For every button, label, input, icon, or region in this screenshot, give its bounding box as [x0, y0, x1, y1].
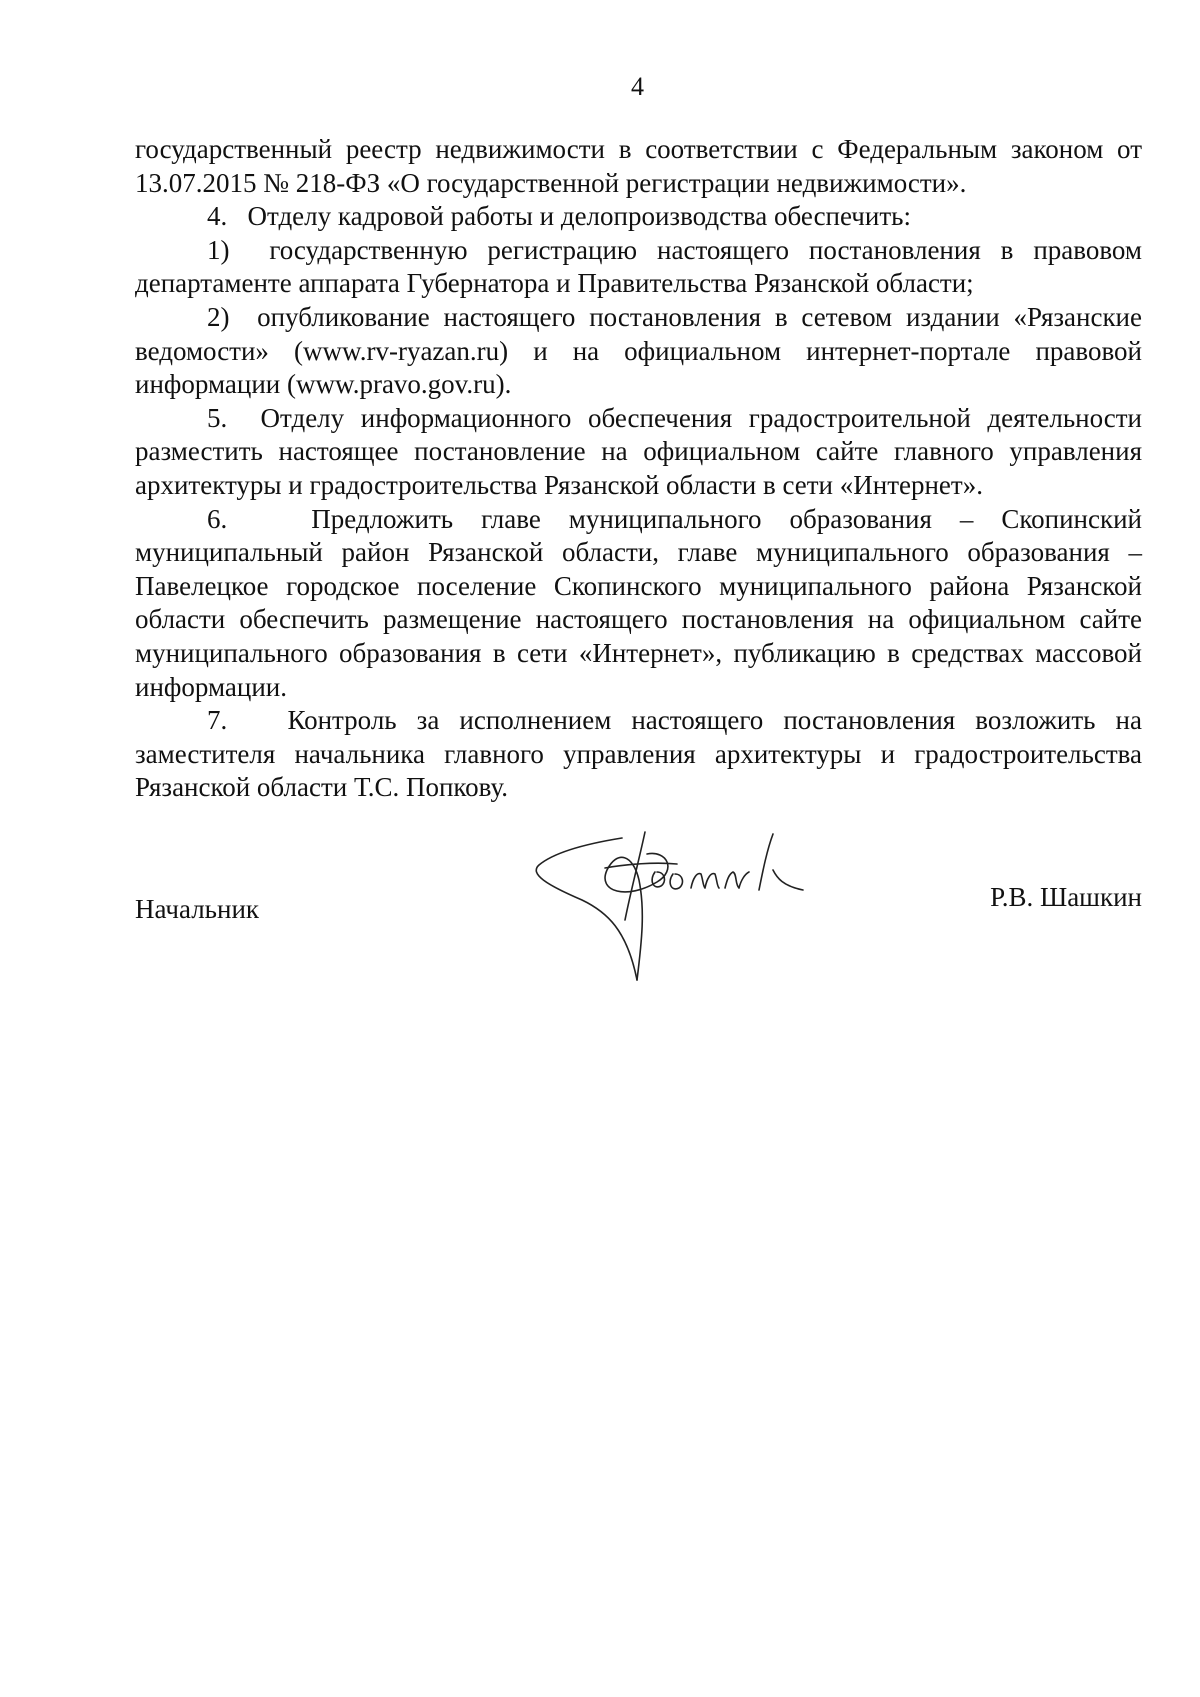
signer-position: Начальник [135, 894, 260, 924]
document-body [135, 133, 1142, 805]
paragraph-item-5: 5. Отделу информационного обеспечения градостроительной деятельности разместить настоящее постановление на официальном сайте главного управления архитектуры и градостроительства Рязанской области в сети «Интернет». [135, 402, 1142, 500]
paragraph-subitem-2: 2) опубликование настоящего постановления в сетевом издании «Рязанские ведомости» (www.rv-ryazan.ru) и на официальном интернет-портале правовой информации (www.pravo.gov.ru). [135, 301, 1142, 400]
paragraph-subitem-1: 1) государственную регистрацию настоящего постановления в правовом департаменте аппарата Губернатора и Правительства Рязанской области; [135, 234, 1142, 299]
paragraph-item-7: 7. Контроль за исполнением настоящего постановления возложить на заместителя начальника главного управления архитектуры и градостроительства Рязанской области Т.С. Попкову. [135, 705, 1142, 803]
paragraph-continuation: государственный реестр недвижимости в соответствии с Федеральным законом от 13.07.2015 № 218-ФЗ «О государственной регистрации недвижимости». [135, 134, 1142, 198]
handwritten-signature [527, 830, 827, 990]
signer-name: Р.В. Шашкин [990, 882, 1142, 912]
paragraph-item-4: 4. Отделу кадровой работы и делопроизводства обеспечить: [207, 201, 911, 232]
paragraph-item-6: 6. Предложить главе муниципального образования – Скопинский муниципальный район Рязанской области, главе муниципального образования – Павелецкое городское поселение Скопинского муниципального района Рязанской области обеспечить размещение настоящего постановления на официальном сайте муниципального образования в сети «Интернет», публикацию в средствах массовой информации. [135, 503, 1142, 702]
page-number: 4 [631, 72, 644, 101]
signature-block [135, 830, 1142, 980]
